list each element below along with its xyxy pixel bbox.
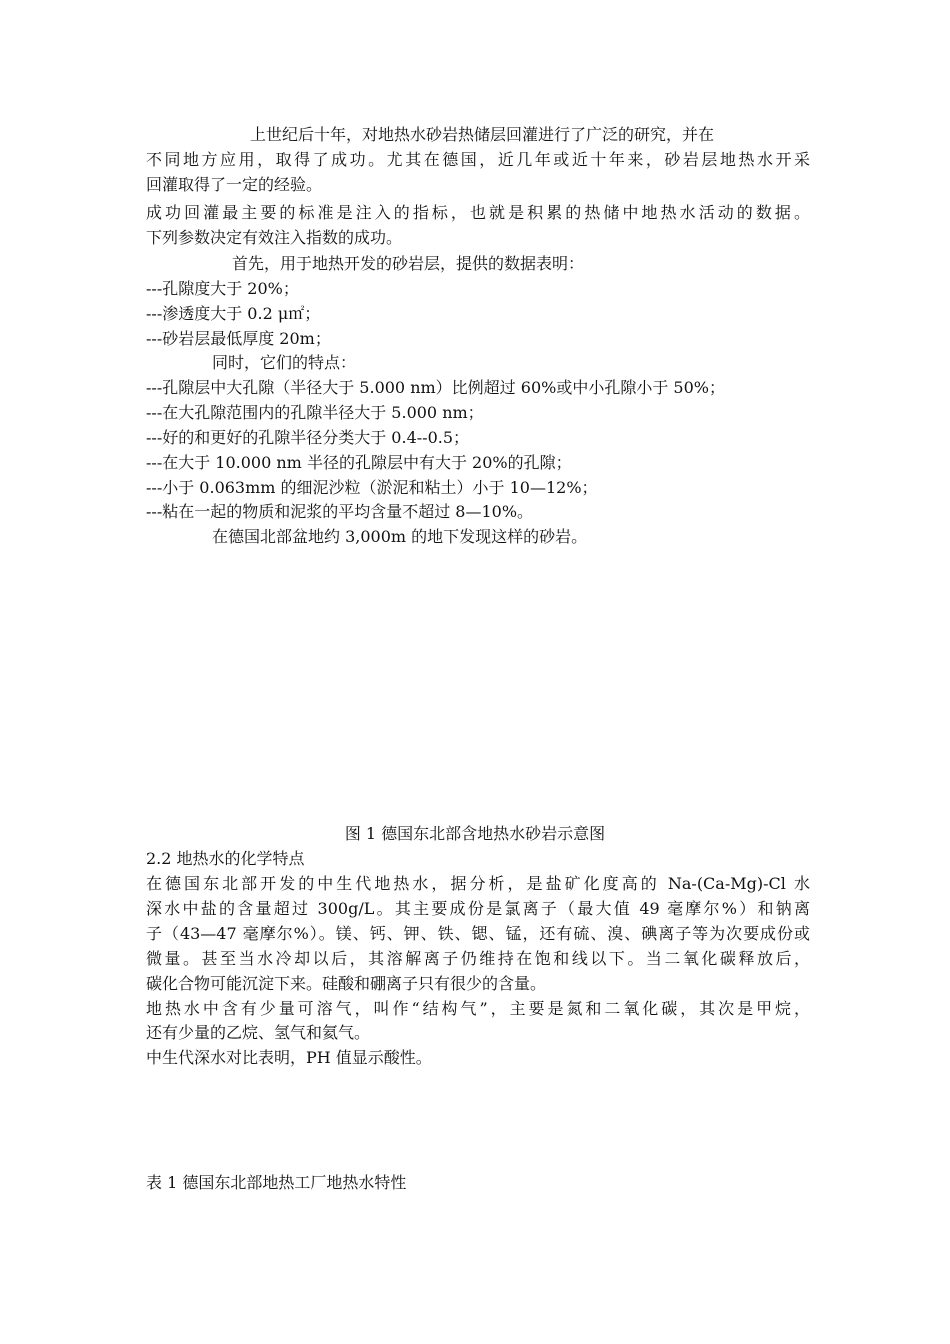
param-porosity: ---孔隙度大于 20%；	[146, 279, 299, 298]
chem-para-line: 微量。甚至当水冷却以后，其溶解离子仍维持在饱和线以下。当二氧化碳释放后，	[146, 949, 810, 968]
section-heading: 2.2 地热水的化学特点	[146, 849, 305, 868]
feature-item: ---在大孔隙范围内的孔隙半径大于 5.000 nm；	[146, 403, 484, 422]
chem-para-line: 深水中盐的含量超过 300g/L。其主要成份是氯离子（最大值 49 毫摩尔%）和钠离	[146, 899, 810, 918]
features-intro: 同时，它们的特点：	[212, 353, 357, 372]
param-thickness: ---砂岩层最低厚度 20m；	[146, 329, 331, 348]
figure-caption: 图 1 德国东北部含地热水砂岩示意图	[344, 824, 606, 843]
chem-para-line: 子（43—47 毫摩尔%）。镁、钙、钾、铁、锶、锰，还有硫、溴、碘离子等为次要成份或	[146, 924, 810, 943]
gas-para-line: 还有少量的乙烷、氢气和氦气。	[146, 1023, 371, 1042]
conclusion-line: 在德国北部盆地约 3,000m 的地下发现这样的砂岩。	[212, 527, 588, 546]
criteria-line-2: 下列参数决定有效注入指数的成功。	[146, 228, 403, 247]
criteria-line-1: 成功回灌最主要的标准是注入的指标，也就是积累的热储中地热水活动的数据。	[146, 203, 810, 222]
first-statement: 首先，用于地热开发的砂岩层，提供的数据表明：	[232, 254, 585, 273]
intro-line-1: 上世纪后十年，对地热水砂岩热储层回灌进行了广泛的研究，并在	[250, 125, 715, 144]
ph-para: 中生代深水对比表明，PH 值显示酸性。	[146, 1048, 432, 1067]
gas-para-line: 地热水中含有少量可溶气，叫作“结构气”，主要是氮和二氧化碳，其次是甲烷，	[146, 999, 810, 1018]
feature-item: ---小于 0.063mm 的细泥沙粒（淤泥和粘土）小于 10—12%；	[146, 478, 598, 497]
feature-item: ---好的和更好的孔隙半径分类大于 0.4--0.5；	[146, 428, 470, 447]
chem-para-line: 在德国东北部开发的中生代地热水，据分析，是盐矿化度高的 Na-(Ca-Mg)-Cl 水	[146, 874, 810, 893]
param-permeability: ---渗透度大于 0.2 μ㎡；	[146, 304, 321, 323]
chem-para-line: 碳化合物可能沉淀下来。硅酸和硼离子只有很少的含量。	[146, 974, 547, 993]
feature-item: ---在大于 10.000 nm 半径的孔隙层中有大于 20%的孔隙；	[146, 453, 572, 472]
feature-item: ---粘在一起的物质和泥浆的平均含量不超过 8—10%。	[146, 502, 534, 521]
intro-line-3: 回灌取得了一定的经验。	[146, 175, 323, 194]
table-caption: 表 1 德国东北部地热工厂地热水特性	[146, 1173, 407, 1192]
feature-item: ---孔隙层中大孔隙（半径大于 5.000 nm）比例超过 60%或中小孔隙小于 50%；	[146, 378, 725, 397]
intro-line-2: 不同地方应用，取得了成功。尤其在德国，近几年或近十年来，砂岩层地热水开采	[146, 150, 810, 169]
